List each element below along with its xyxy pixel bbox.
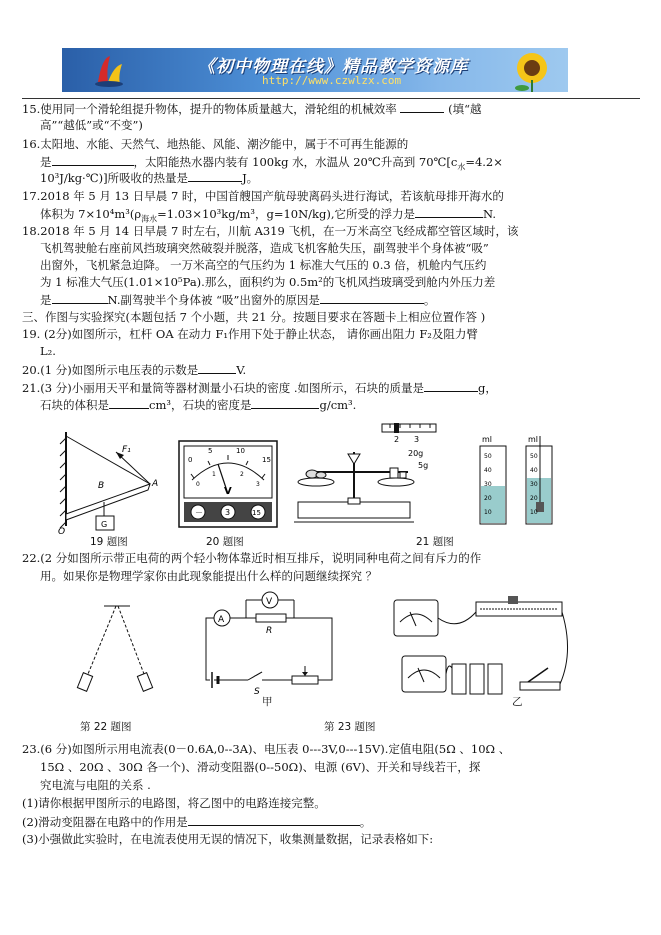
question-19-line-1 bbox=[22, 327, 642, 341]
cyl-unit-1: ml bbox=[482, 435, 493, 444]
question-18-line-4 bbox=[40, 275, 660, 289]
weight-20g: 20g bbox=[408, 449, 424, 458]
scale-top-0: 0 bbox=[188, 456, 193, 464]
question-text: 10³J/kg·℃)]所吸收的热量是 bbox=[40, 171, 189, 185]
unit-v: V bbox=[224, 486, 232, 497]
question-text: g/cm³. bbox=[319, 398, 357, 412]
figure-23-caption: 第 23 题图 bbox=[324, 721, 376, 733]
question-text: =1.03×10³kg/m³，g=10N/kg),它所受的浮力是 bbox=[157, 207, 416, 221]
question-text: 为 1 标准大气压(1.01×10⁵Pa).那么，面积约为 0.5m²的飞机风挡玻璃受到舱内外压力差 bbox=[40, 275, 496, 289]
figure-label: 50 bbox=[484, 453, 492, 460]
question-23-part-2 bbox=[22, 814, 642, 829]
question-16-line-3 bbox=[40, 170, 660, 185]
answer-blank[interactable] bbox=[424, 380, 478, 392]
question-23-line-2 bbox=[40, 760, 660, 774]
question-text: 石块的体积是 bbox=[40, 398, 109, 412]
question-text: (2)滑动变阻器在电路中的作用是 bbox=[22, 815, 188, 829]
scale-bottom-2: 2 bbox=[240, 471, 244, 478]
scale-top-5: 5 bbox=[208, 447, 213, 455]
figure-22-caption: 第 22 题图 bbox=[80, 721, 132, 733]
answer-blank[interactable] bbox=[320, 292, 424, 304]
header-rule bbox=[22, 98, 640, 99]
question-text: 体积为 7×10⁴m³(ρ bbox=[40, 207, 142, 221]
figure-23-apparatus bbox=[388, 592, 578, 702]
figure-21-balance bbox=[290, 420, 440, 530]
question-text: 高”“越低”或“不变”) bbox=[40, 118, 143, 132]
terminal-3: 3 bbox=[225, 508, 231, 517]
label-s: S bbox=[254, 687, 260, 696]
question-text: 是 bbox=[40, 293, 52, 307]
figure-21-caption: 21 题图 bbox=[416, 536, 454, 548]
figure-label: 20 bbox=[530, 495, 538, 502]
question-text: 是 bbox=[40, 155, 52, 169]
question-20 bbox=[22, 362, 642, 377]
question-text: (1)请你根据甲图所示的电路图，将乙图中的电路连接完整。 bbox=[22, 796, 326, 810]
question-text: 飞机驾驶舱右座前风挡玻璃突然破裂并脱落，造成飞机客舱失压，副驾驶半个身体被“吸” bbox=[40, 241, 489, 255]
figure-20-caption: 20 题图 bbox=[206, 536, 244, 548]
section-3-heading: 三、作图与实验探究(本题包括 7 个小题，共 21 分。按题目要求在答题卡上相应位置作答 ) bbox=[22, 310, 486, 324]
cyl-unit-2: ml bbox=[528, 435, 539, 444]
question-text: J。 bbox=[242, 171, 259, 185]
question-22-line-1 bbox=[22, 551, 642, 565]
banner bbox=[62, 48, 568, 92]
label-o: O bbox=[58, 527, 66, 537]
question-text: 究电流与电阻的关系 . bbox=[40, 778, 151, 792]
banner-url: http://www.czwlzx.com bbox=[262, 74, 402, 87]
question-text: cm³，石块的密度是 bbox=[149, 398, 252, 412]
question-text: 17.2018 年 5 月 13 日早晨 7 时，中国首艘国产航母驶离码头进行海试，若该航母排开海水的 bbox=[22, 189, 504, 203]
scale-bottom-0: 0 bbox=[196, 481, 200, 488]
question-17-line-1 bbox=[22, 189, 642, 203]
question-15-line-1 bbox=[22, 101, 642, 116]
question-text: =4.2× bbox=[465, 155, 503, 169]
question-17-line-2: 体积为 $7\times 10^4m^3(\rho_{海水}=1.03\times 10^3kg/m^3$，g=10N/kg),它所受的浮力是 N. bbox=[40, 207, 496, 224]
question-text: 16.太阳地、水能、天然气、地热能、风能、潮汐能中，属于不可再生能源的 bbox=[22, 137, 409, 151]
question-18-line-1 bbox=[22, 224, 642, 238]
figure-label: 50 bbox=[530, 453, 538, 460]
scale-bottom-3: 3 bbox=[256, 481, 260, 488]
question-23-part-1 bbox=[22, 796, 642, 810]
scale-top-10: 10 bbox=[236, 447, 245, 455]
label-r: R bbox=[266, 626, 273, 636]
figure-label: 10 bbox=[530, 509, 538, 516]
terminal-15: 15 bbox=[252, 509, 261, 517]
answer-blank[interactable] bbox=[400, 101, 444, 113]
figure-23-circuit-diagram bbox=[196, 588, 346, 696]
question-21-line-2 bbox=[40, 397, 660, 412]
question-15-line-2 bbox=[40, 118, 660, 132]
question-text: 22.(2 分如图所示带正电荷的两个轻小物体靠近时相互排斥，说明同种电荷之间有斥力的作 bbox=[22, 551, 482, 565]
question-18-line-3 bbox=[40, 258, 660, 272]
figure-label: 40 bbox=[484, 467, 492, 474]
answer-blank[interactable] bbox=[52, 154, 134, 166]
logo-icon bbox=[92, 52, 126, 88]
banner-title: 《初中物理在线》精品教学资源库 bbox=[198, 57, 468, 77]
question-23-part-3 bbox=[22, 832, 642, 846]
answer-blank[interactable] bbox=[415, 206, 483, 218]
label-yi: 乙 bbox=[512, 696, 523, 708]
question-text: V. bbox=[236, 363, 247, 377]
figure-19-lever bbox=[58, 428, 158, 540]
question-22-line-2 bbox=[40, 569, 660, 583]
question-text: 15Ω 、20Ω 、30Ω 各一个)、滑动变阻器(0--50Ω)、电源 (6V)、开关和导线若干，探 bbox=[40, 760, 481, 774]
label-f1: F₁ bbox=[122, 445, 131, 455]
answer-blank[interactable] bbox=[188, 170, 242, 182]
figure-20-voltmeter bbox=[178, 440, 278, 528]
scale-bottom-1: 1 bbox=[212, 471, 216, 478]
question-16-line-1 bbox=[22, 137, 642, 151]
question-text: (填“越 bbox=[448, 102, 482, 116]
figure-22-repulsion bbox=[74, 602, 164, 698]
answer-blank[interactable] bbox=[109, 397, 149, 409]
question-text: 。 bbox=[423, 293, 436, 307]
question-text: 20.(1 分)如图所示电压表的示数是 bbox=[22, 363, 199, 377]
question-text: L₂. bbox=[40, 344, 56, 358]
rider-scale-3: 3 bbox=[414, 435, 420, 444]
label-a: A bbox=[218, 615, 225, 625]
label-v: V bbox=[266, 597, 273, 607]
question-text: (3)小强做此实验时，在电流表使用无误的情况下，收集测量数据，记录表格如下: bbox=[22, 832, 434, 846]
scale-top-15: 15 bbox=[262, 456, 271, 464]
question-text: N.副驾驶半个身体被 “吸”出窗外的原因是 bbox=[107, 293, 320, 307]
question-23-line-1 bbox=[22, 742, 642, 756]
figure-19-caption: 19 题图 bbox=[90, 536, 128, 548]
label-b: B bbox=[98, 481, 105, 491]
question-text: 19. (2分)如图所示，杠杆 OA 在动力 F₁作用下处于静止状态， 请你画出阻力 F₂及阻力臂 bbox=[22, 327, 478, 341]
answer-blank[interactable] bbox=[198, 362, 236, 374]
figure-label: 20 bbox=[484, 495, 492, 502]
question-19-line-2 bbox=[40, 344, 660, 358]
question-text: 。 bbox=[359, 815, 372, 829]
question-text: N. bbox=[483, 207, 496, 221]
figure-label: 30 bbox=[484, 481, 492, 488]
question-text: 21.(3 分)小丽用天平和量筒等器材测量小石块的密度 .如图所示，石块的质量是 bbox=[22, 381, 425, 395]
sunflower-icon bbox=[500, 50, 560, 92]
rider-scale-2: 2 bbox=[394, 435, 400, 444]
question-text: 23.(6 分)如图所示用电流表(0－0.6A,0--3A)、电压表 0---3V,0---15V).定值电阻(5Ω 、10Ω 、 bbox=[22, 742, 511, 756]
figure-label: 30 bbox=[530, 481, 538, 488]
question-16-line-2: 是 ，太阳能热水器内装有 100kg 水，水温从 20℃升高到 $70℃[c_水=4.2\times$ bbox=[40, 155, 503, 172]
answer-blank[interactable] bbox=[188, 814, 360, 826]
weight-5g: 5g bbox=[418, 461, 429, 470]
question-text: g， bbox=[478, 381, 497, 395]
rider bbox=[394, 423, 399, 433]
question-text: 出窗外，飞机紧急迫降。 一万米高空的气压约为 1 标准大气压的 0.3 倍，机舱内气压约 bbox=[40, 258, 487, 272]
label-a: A bbox=[152, 479, 158, 489]
question-23-line-3 bbox=[40, 778, 660, 792]
answer-blank[interactable] bbox=[251, 397, 319, 409]
question-18-line-5 bbox=[40, 292, 660, 307]
answer-blank[interactable] bbox=[52, 292, 108, 304]
question-text: 用。如果你是物理学家你由此现象能提出什么样的问题继续探究 ？ bbox=[40, 569, 378, 583]
question-18-line-2 bbox=[40, 241, 660, 255]
figure-label: 40 bbox=[530, 467, 538, 474]
question-text: 18.2018 年 5 月 14 日早晨 7 时左右，川航 A319 飞机，在一万米高空飞经成都空管区域时，该 bbox=[22, 224, 519, 238]
question-21-line-1 bbox=[22, 380, 642, 395]
label-jia: 甲 bbox=[262, 696, 273, 708]
label-g: G bbox=[101, 520, 108, 529]
question-text: ，太阳能热水器内装有 100kg 水，水温从 20℃升高到 70℃[c bbox=[133, 155, 458, 169]
terminal-neg: － bbox=[195, 508, 203, 517]
figure-21-cylinders bbox=[470, 432, 560, 528]
figure-label: 10 bbox=[484, 509, 492, 516]
question-text: 15.使用同一个滑轮组提升物体，提升的物体质量越大，滑轮组的机械效率 bbox=[22, 102, 397, 116]
